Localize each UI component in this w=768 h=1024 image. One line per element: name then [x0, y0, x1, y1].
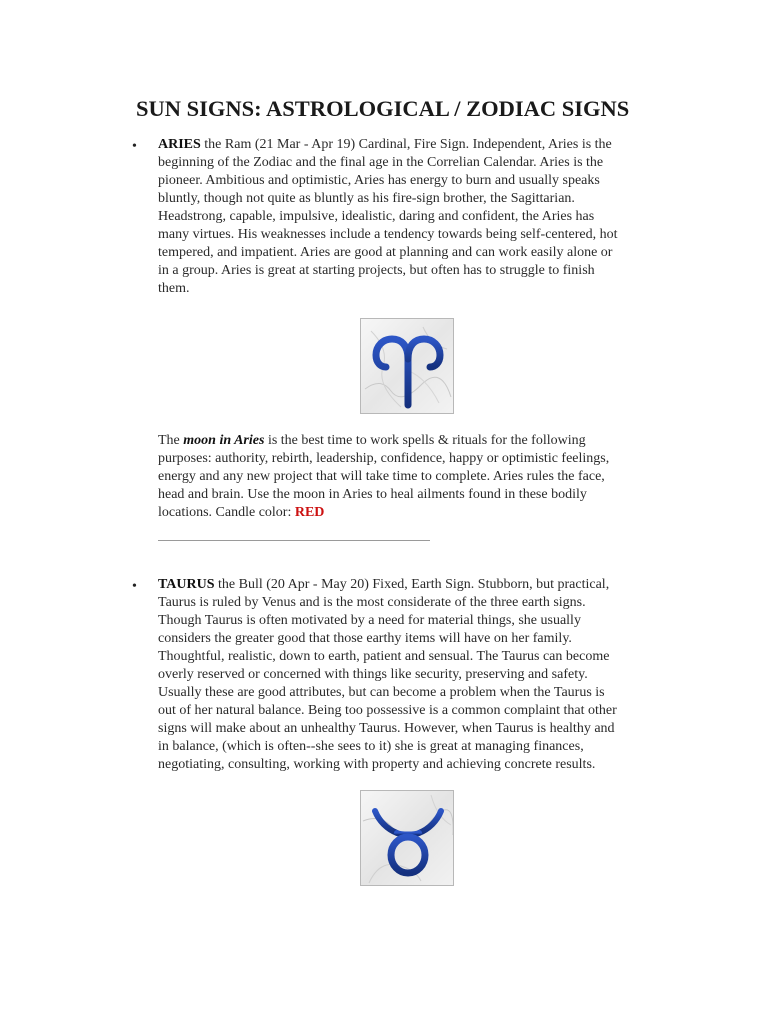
aries-bullet: • — [132, 139, 137, 154]
taurus-line: overly reserved or concerned with things like security, preserving and safety. — [158, 667, 588, 682]
page-title: SUN SIGNS: ASTROLOGICAL / ZODIAC SIGNS — [136, 96, 630, 121]
taurus-line: Though Taurus is often motivated by a need for material things, she usually — [158, 613, 581, 628]
taurus-line-1: TAURUS the Bull (20 Apr - May 20) Fixed, Earth Sign. Stubborn, but practical, — [158, 577, 610, 592]
taurus-heading: TAURUS — [158, 577, 215, 592]
aries-line: in a group. Aries is great at starting projects, but often has to struggle to finish — [158, 263, 595, 278]
taurus-line: considers the greater good that those earthy items will have on her family. — [158, 631, 572, 646]
aries-line: many virtues. His weaknesses include a tendency towards being self-centered, hot — [158, 227, 618, 242]
aries-heading: ARIES — [158, 137, 201, 152]
moon-line-1: The moon in Aries is the best time to work spells & rituals for the following — [158, 433, 586, 448]
taurus-line: in balance, (which is often--she sees to it) she is great at managing finances, — [158, 739, 584, 754]
taurus-bullet: • — [132, 579, 137, 594]
moon-line: head and brain. Use the moon in Aries to heal ailments found in these bodily — [158, 487, 587, 502]
taurus-line: Taurus is ruled by Venus and is the most considerate of the three earth signs. — [158, 595, 586, 610]
aries-line: beginning of the Zodiac and the final age in the Correlian Calendar. Aries is the — [158, 155, 604, 170]
moon-paragraph — [158, 432, 663, 522]
aries-line: pioneer. Ambitious and optimistic, Aries has energy to burn and usually speaks — [158, 173, 600, 188]
taurus-line: Usually these are good attributes, but can become a problem when the Taurus is — [158, 685, 605, 700]
section-divider — [158, 540, 430, 541]
taurus-paragraph — [158, 576, 663, 774]
moon-line: energy and any new project that will take time to complete. Aries rules the face, — [158, 469, 605, 484]
candle-line: locations. Candle color: RED — [158, 505, 325, 520]
taurus-line: out of her natural balance. Being too possessive is a common complaint that other — [158, 703, 617, 718]
taurus-symbol-icon — [360, 790, 454, 886]
candle-color-value: RED — [294, 505, 325, 520]
taurus-line: signs will make about an unhealthy Taurus. However, when Taurus is healthy and — [158, 721, 615, 736]
taurus-line: negotiating, consulting, working with property and achieving concrete results. — [158, 757, 596, 772]
aries-line: them. — [158, 281, 190, 296]
aries-paragraph — [158, 136, 663, 298]
taurus-line: Thoughtful, realistic, down to earth, patient and sensual. The Taurus can become — [158, 649, 610, 664]
aries-line-1: ARIES the Ram (21 Mar - Apr 19) Cardinal, Fire Sign. Independent, Aries is the — [158, 137, 612, 152]
aries-symbol-icon — [360, 318, 454, 414]
moon-in-aries-emphasis: moon in Aries — [183, 433, 265, 448]
aries-line: Headstrong, capable, impulsive, idealistic, daring and confident, the Aries has — [158, 209, 595, 224]
aries-line: bluntly, though not quite as bluntly as his fire-sign brother, the Sagittarian. — [158, 191, 575, 206]
aries-line: tempered, and impatient. Aries are good at planning and can work easily alone or — [158, 245, 613, 260]
moon-line: purposes: authority, rebirth, leadership, confidence, happy or optimistic feelings, — [158, 451, 610, 466]
